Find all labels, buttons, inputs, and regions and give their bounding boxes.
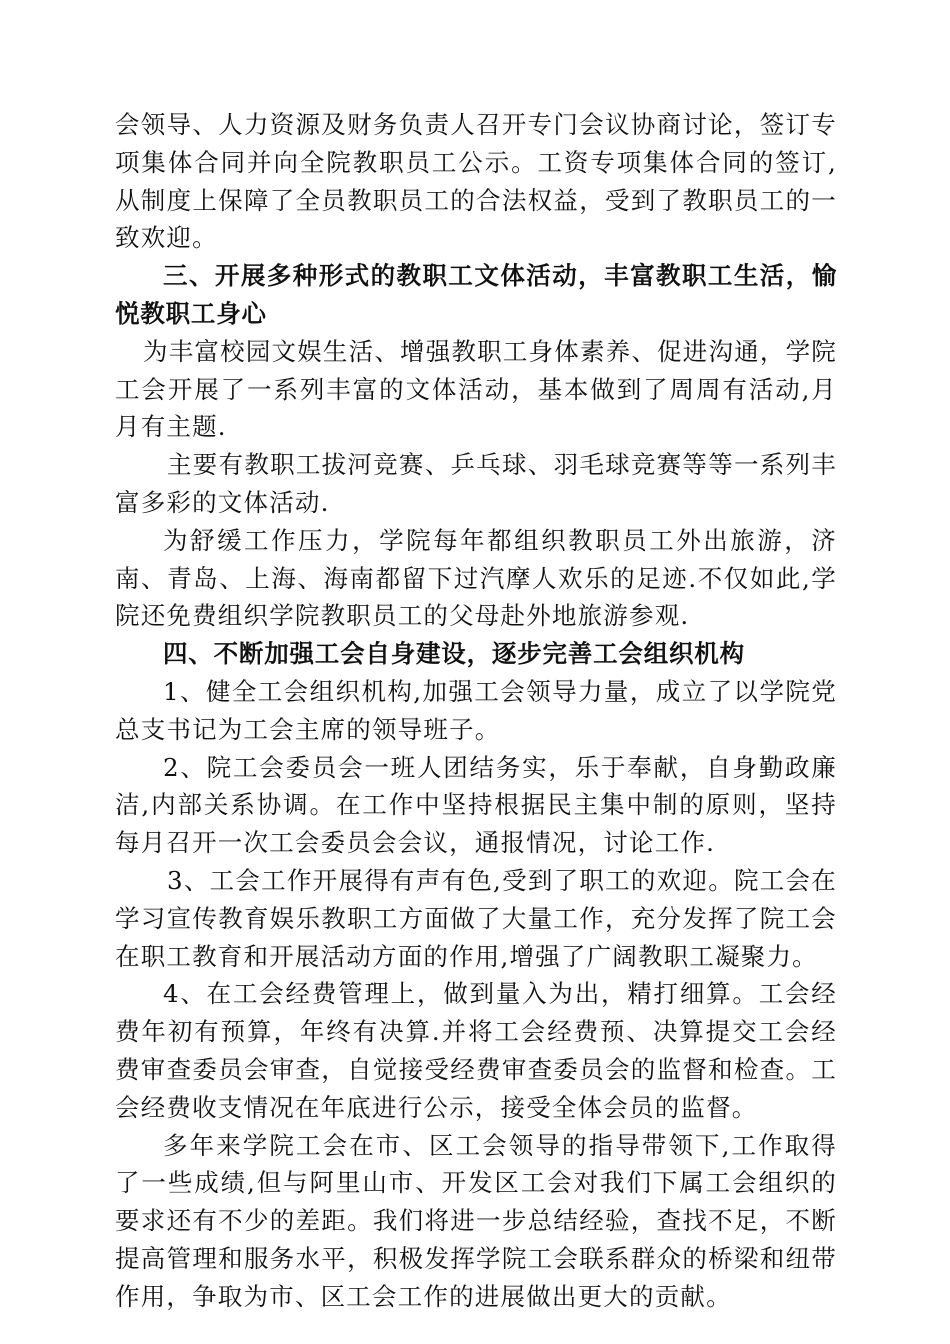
list-item-3: 3、工会工作开展得有声有色,受到了职工的欢迎。院工会在学习宣传教育娱乐教职工方面做了大量工作，充分发挥了院工会在职工教育和开展活动方面的作用,增强了广阔教职工凝聚力。 (115, 865, 837, 971)
paragraph-activities-list: 主要有教职工拔河竞赛、乒乓球、羽毛球竞赛等等一系列丰富多彩的文体活动. (115, 450, 837, 517)
section-heading-4: 四、不断加强工会自身建设，逐步完善工会组织机构 (163, 639, 745, 669)
paragraph-travel: 为舒缓工作压力，学院每年都组织教职员工外出旅游，济南、青岛、上海、海南都留下过汽摩人欢乐的足迹.不仅如此,学院还免费组织学院教职员工的父母赴外地旅游参观. (115, 525, 837, 631)
list-item-1: 1、健全工会组织机构,加强工会领导力量，成立了以学院党总支书记为工会主席的领导班子。 (115, 676, 837, 744)
paragraph-activities-intro: 为丰富校园文娱生活、增强教职工身体素养、促进沟通，学院工会开展了一系列丰富的文体活动，基本做到了周周有活动,月月有主题. (115, 336, 837, 442)
section-heading-3: 三、开展多种形式的教职工文体活动，丰富教职工生活，愉悦教职工身心 (115, 261, 837, 328)
document-page (115, 106, 837, 1316)
list-item-2: 2、院工会委员会一班人团结务实，乐于奉献，自身勤政廉洁,内部关系协调。在工作中坚持根据民主集中制的原则，坚持每月召开一次工会委员会会议，通报情况，讨论工作. (115, 752, 837, 858)
list-item-4: 4、在工会经费管理上，做到量入为出，精打细算。工会经费年初有预算，年终有决算.并将工会经费预、决算提交工会经费审查委员会审查，自觉接受经费审查委员会的监督和检查。工会经费收支情况在年底进行公示，接受全体会员的监督。 (115, 979, 837, 1122)
paragraph-continued: 会领导、人力资源及财务负责人召开专门会议协商讨论，签订专项集体合同并向全院教职员工公示。工资专项集体合同的签订,从制度上保障了全员教职员工的合法权益，受到了教职员工的一致欢迎。 (115, 110, 837, 253)
paragraph-conclusion: 多年来学院工会在市、区工会领导的指导带领下,工作取得了一些成绩,但与阿里山市、开发区工会对我们下属工会组织的要求还有不少的差距。我们将进一步总结经验，查找不足，不断提高管理和服务水平，积极发挥学院工会联系群众的桥梁和纽带作用，争取为市、区工会工作的进展做出更大的贡献。 (115, 1130, 837, 1311)
